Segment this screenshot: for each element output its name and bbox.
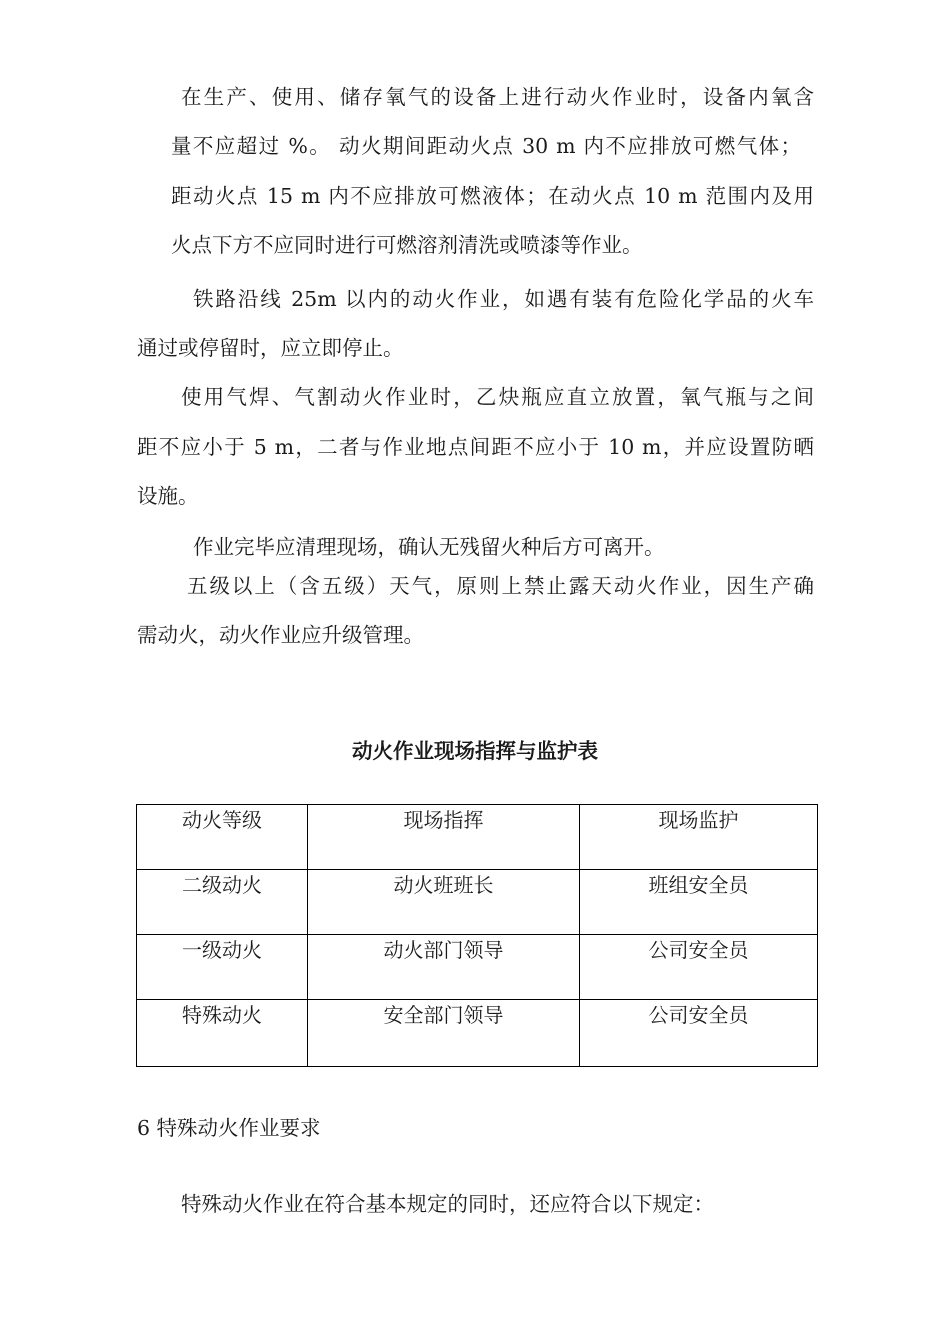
table-cell: 特殊动火 [137,1000,308,1067]
paragraph-line: 使用气焊、气割动火作业时，乙炔瓶应直立放置，氧气瓶与之间 [181,385,814,409]
paragraph-line: 通过或停留时，应立即停止。 [137,336,404,360]
paragraph-line: 距不应小于 5 m，二者与作业地点间距不应小于 10 m，并应设置防晒 [137,435,814,459]
section-heading: 6 特殊动火作业要求 [137,1116,321,1140]
paragraph-line: 设施。 [137,484,199,508]
table-cell: 动火班班长 [308,870,580,935]
paragraph-line: 五级以上（含五级）天气，原则上禁止露天动火作业，因生产确 [187,574,814,598]
table-row [137,935,818,1000]
table-cell: 一级动火 [137,935,308,1000]
paragraph-line: 距动火点 15 m 内不应排放可燃液体；在动火点 10 m 范围内及用 [171,184,814,208]
table-header-cell: 现场监护 [580,805,818,870]
paragraph-line: 火点下方不应同时进行可燃溶剂清洗或喷漆等作业。 [171,233,643,257]
paragraph-line: 需动火，动火作业应升级管理。 [137,623,424,647]
table-title: 动火作业现场指挥与监护表 [352,739,598,763]
table-cell: 安全部门领导 [308,1000,580,1067]
paragraph-line: 量不应超过 %。 动火期间距动火点 30 m 内不应排放可燃气体； [171,134,801,158]
table-header-row [137,805,818,870]
table-cell: 动火部门领导 [308,935,580,1000]
table-cell: 二级动火 [137,870,308,935]
paragraph-line: 作业完毕应清理现场，确认无残留火种后方可离开。 [193,535,665,559]
table-row [137,870,818,935]
table-header-cell: 动火等级 [137,805,308,870]
supervision-table [136,804,818,1067]
table-cell: 公司安全员 [580,1000,818,1067]
table-cell: 班组安全员 [580,870,818,935]
paragraph-line: 在生产、使用、储存氧气的设备上进行动火作业时，设备内氧含 [181,85,814,109]
paragraph-line: 铁路沿线 25m 以内的动火作业，如遇有装有危险化学品的火车 [193,287,814,311]
table-row [137,1000,818,1067]
table-cell: 公司安全员 [580,935,818,1000]
section-paragraph: 特殊动火作业在符合基本规定的同时，还应符合以下规定： [181,1192,714,1216]
table-header-cell: 现场指挥 [308,805,580,870]
